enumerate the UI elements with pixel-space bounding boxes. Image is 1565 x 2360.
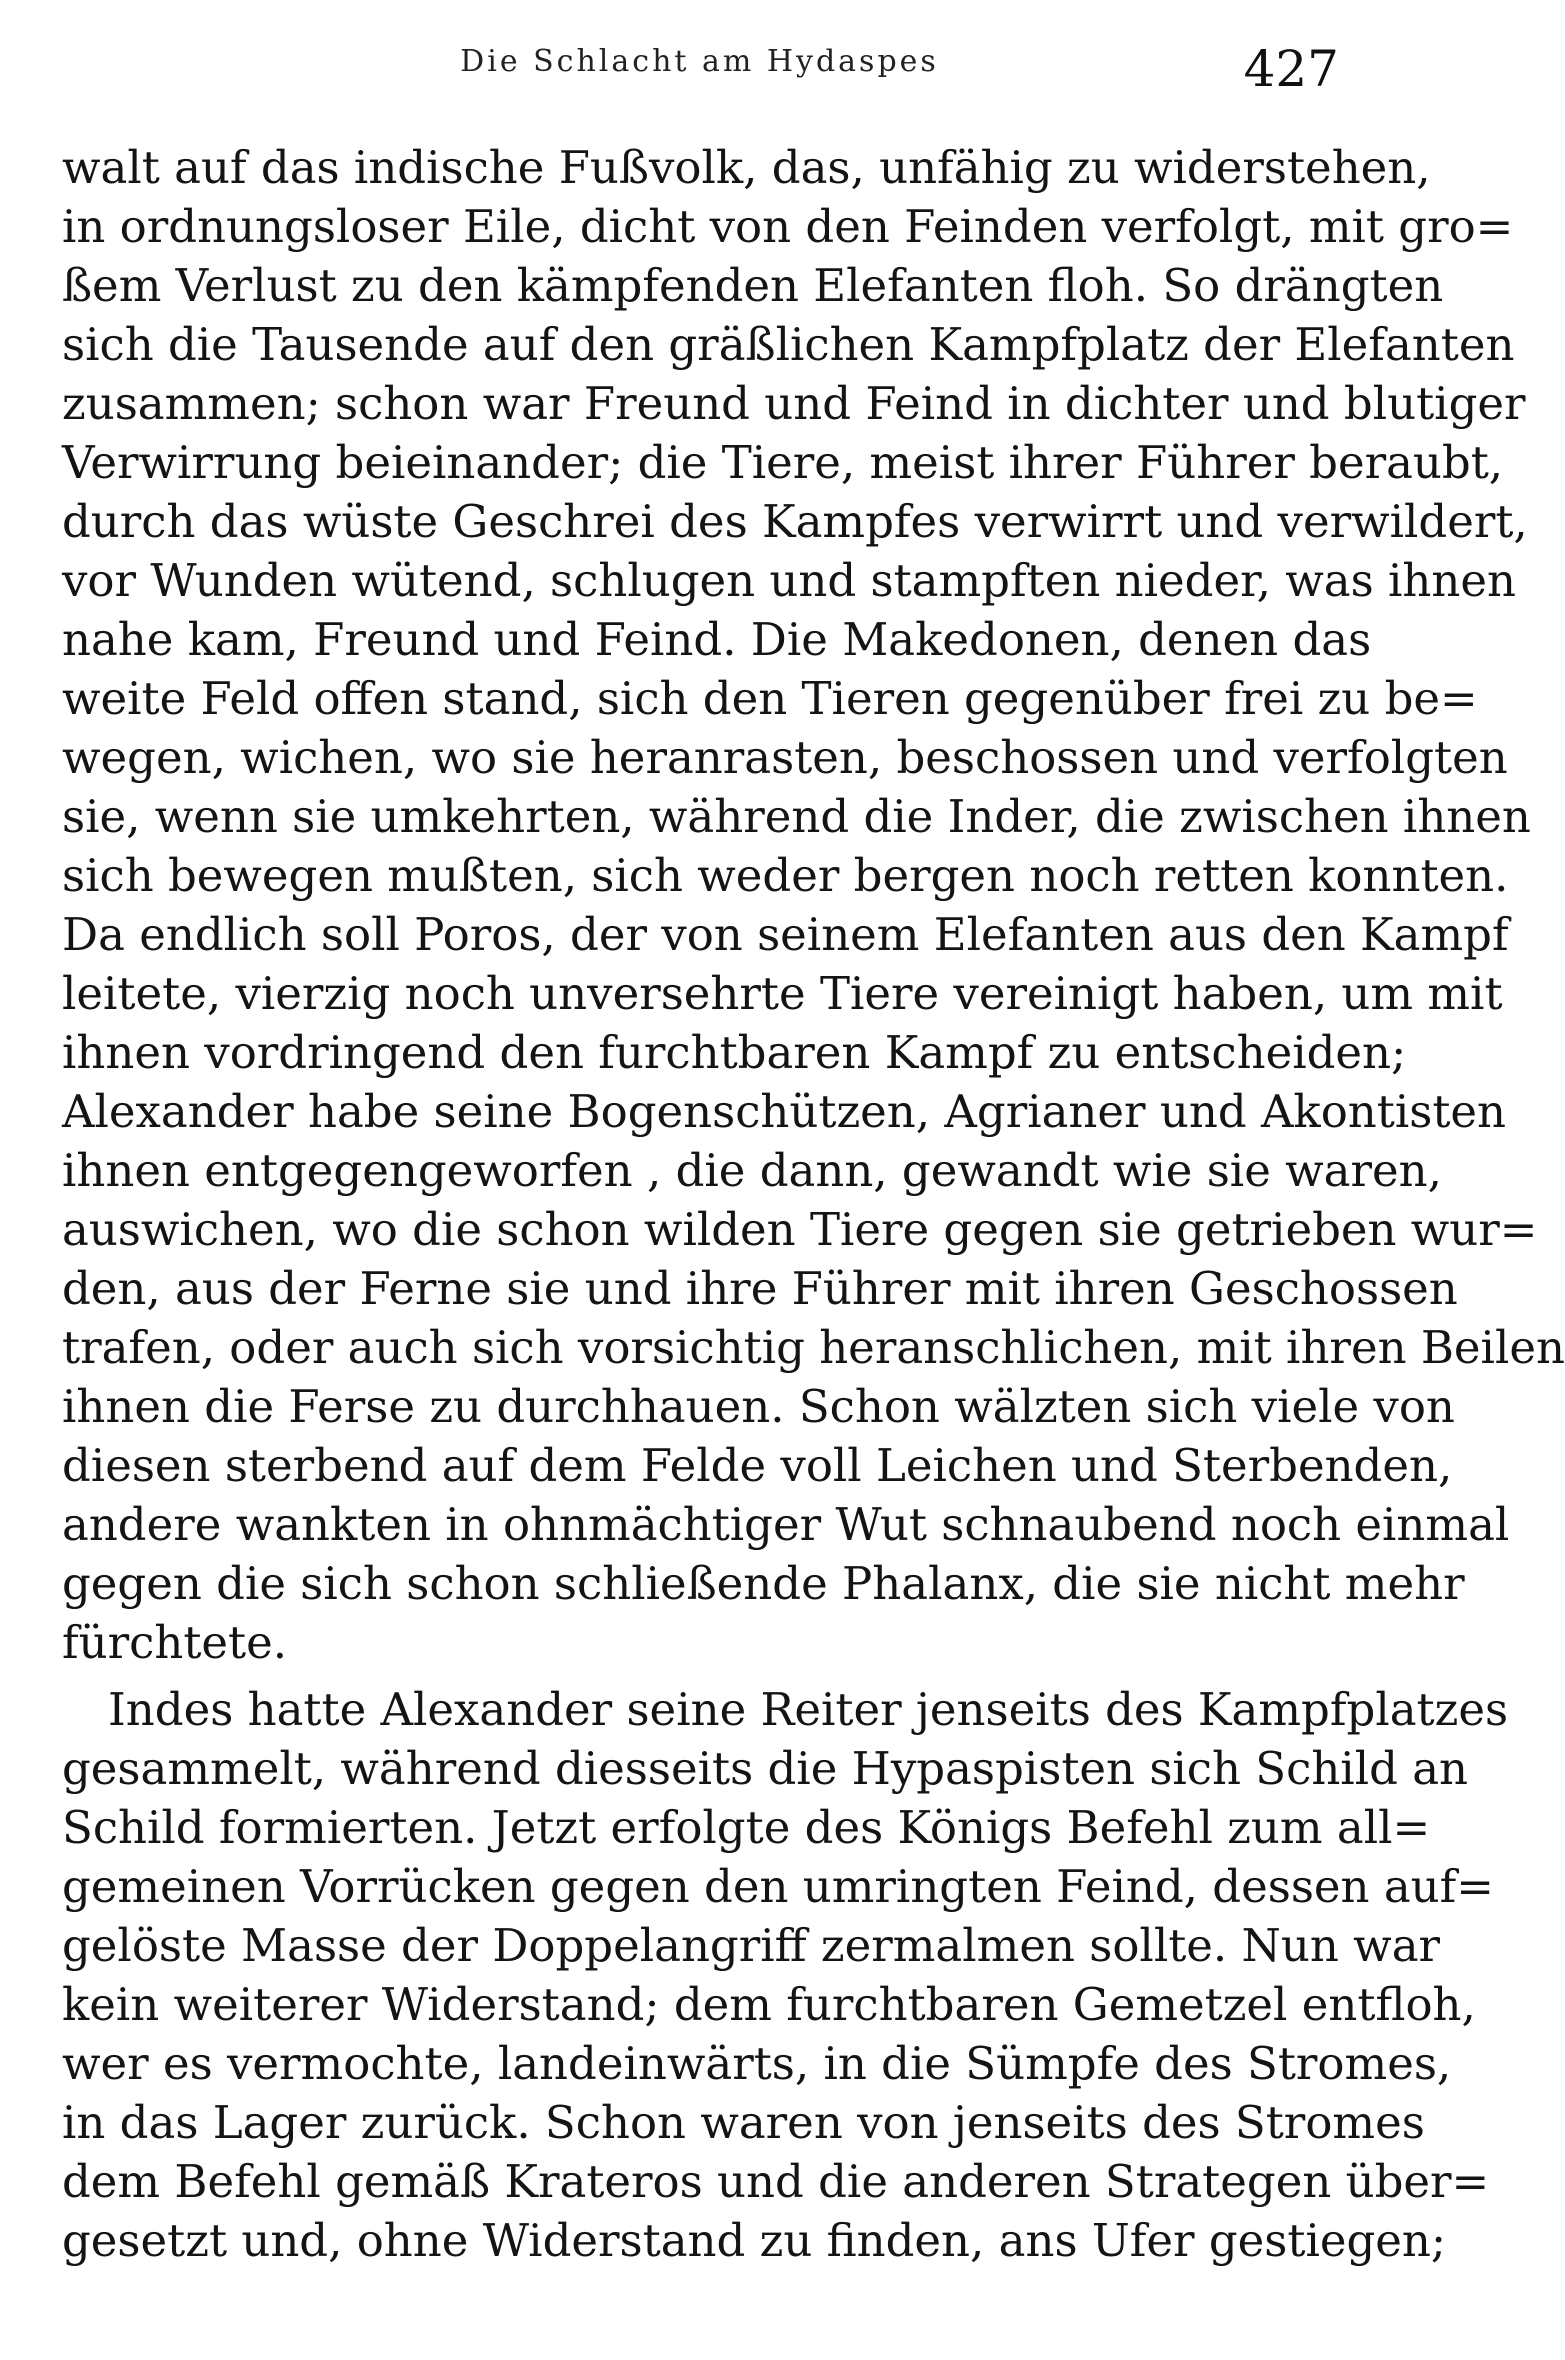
text-line: durch das wüste Geschrei des Kampfes verwirrt und verwildert,	[62, 495, 1528, 548]
text-line: vor Wunden wütend, schlugen und stampften nieder, was ihnen	[62, 554, 1516, 607]
text-line: zusammen; schon war Freund und Feind in dichter und blutiger	[62, 377, 1526, 430]
text-line: Schild formierten. Jetzt erfolgte des Königs Befehl zum all=	[62, 1801, 1431, 1854]
text-line: wer es vermochte, landeinwärts, in die Sümpfe des Stromes,	[62, 2037, 1452, 2090]
text-line: gegen die sich schon schließende Phalanx, die sie nicht mehr	[62, 1557, 1465, 1610]
text-line: in ordnungsloser Eile, dicht von den Feinden verfolgt, mit gro=	[62, 200, 1514, 253]
body-text	[62, 138, 1565, 2270]
paragraph-1	[62, 138, 1565, 1672]
text-line: ihnen vordringend den furchtbaren Kampf zu entscheiden;	[62, 1026, 1407, 1079]
text-line: Verwirrung beieinander; die Tiere, meist ihrer Führer beraubt,	[62, 436, 1504, 489]
text-line: sich bewegen mußten, sich weder bergen noch retten konnten.	[62, 849, 1509, 902]
text-line: nahe kam, Freund und Feind. Die Makedonen, denen das	[62, 613, 1372, 666]
text-line: sie, wenn sie umkehrten, während die Inder, die zwischen ihnen	[62, 790, 1531, 843]
page-number: 427	[1243, 40, 1339, 98]
text-line: trafen, oder auch sich vorsichtig heranschlichen, mit ihren Beilen	[62, 1321, 1565, 1374]
text-line: wegen, wichen, wo sie heranrasten, beschossen und verfolgten	[62, 731, 1508, 784]
text-line: walt auf das indische Fußvolk, das, unfähig zu widerstehen,	[62, 141, 1431, 194]
text-line: Da endlich soll Poros, der von seinem Elefanten aus den Kampf	[62, 908, 1509, 961]
text-line: ihnen entgegengeworfen , die dann, gewandt wie sie waren,	[62, 1144, 1442, 1197]
running-title: Die Schlacht am Hydaspes	[460, 44, 939, 79]
text-line: ihnen die Ferse zu durchhauen. Schon wälzten sich viele von	[62, 1380, 1455, 1433]
text-line: sich die Tausende auf den gräßlichen Kampfplatz der Elefanten	[62, 318, 1515, 371]
text-line: diesen sterbend auf dem Felde voll Leichen und Sterbenden,	[62, 1439, 1453, 1492]
text-line: fürchtete.	[62, 1616, 288, 1669]
text-line: gelöste Masse der Doppelangriff zermalmen sollte. Nun war	[62, 1919, 1441, 1972]
text-line: ßem Verlust zu den kämpfenden Elefanten floh. So drängten	[62, 259, 1444, 312]
text-line: gesetzt und, ohne Widerstand zu finden, ans Ufer gestiegen;	[62, 2214, 1447, 2267]
text-line: leitete, vierzig noch unversehrte Tiere vereinigt haben, um mit	[62, 967, 1503, 1020]
text-line: weite Feld offen stand, sich den Tieren gegenüber frei zu be=	[62, 672, 1478, 725]
text-line: Indes hatte Alexander seine Reiter jenseits des Kampfplatzes	[108, 1683, 1509, 1736]
text-line: kein weiterer Widerstand; dem furchtbaren Gemetzel entfloh,	[62, 1978, 1476, 2031]
text-line: den, aus der Ferne sie und ihre Führer mit ihren Geschossen	[62, 1262, 1458, 1315]
text-line: gemeinen Vorrücken gegen den umringten Feind, dessen auf=	[62, 1860, 1495, 1913]
text-line: andere wankten in ohnmächtiger Wut schnaubend noch einmal	[62, 1498, 1510, 1551]
text-line: dem Befehl gemäß Krateros und die anderen Strategen über=	[62, 2155, 1490, 2208]
text-line: in das Lager zurück. Schon waren von jenseits des Stromes	[62, 2096, 1425, 2149]
text-line: auswichen, wo die schon wilden Tiere gegen sie getrieben wur=	[62, 1203, 1538, 1256]
text-line: gesammelt, während diesseits die Hypaspisten sich Schild an	[62, 1742, 1469, 1795]
running-head	[0, 40, 1399, 100]
text-line: Alexander habe seine Bogenschützen, Agrianer und Akontisten	[62, 1085, 1507, 1138]
paragraph-2	[62, 1680, 1509, 2270]
